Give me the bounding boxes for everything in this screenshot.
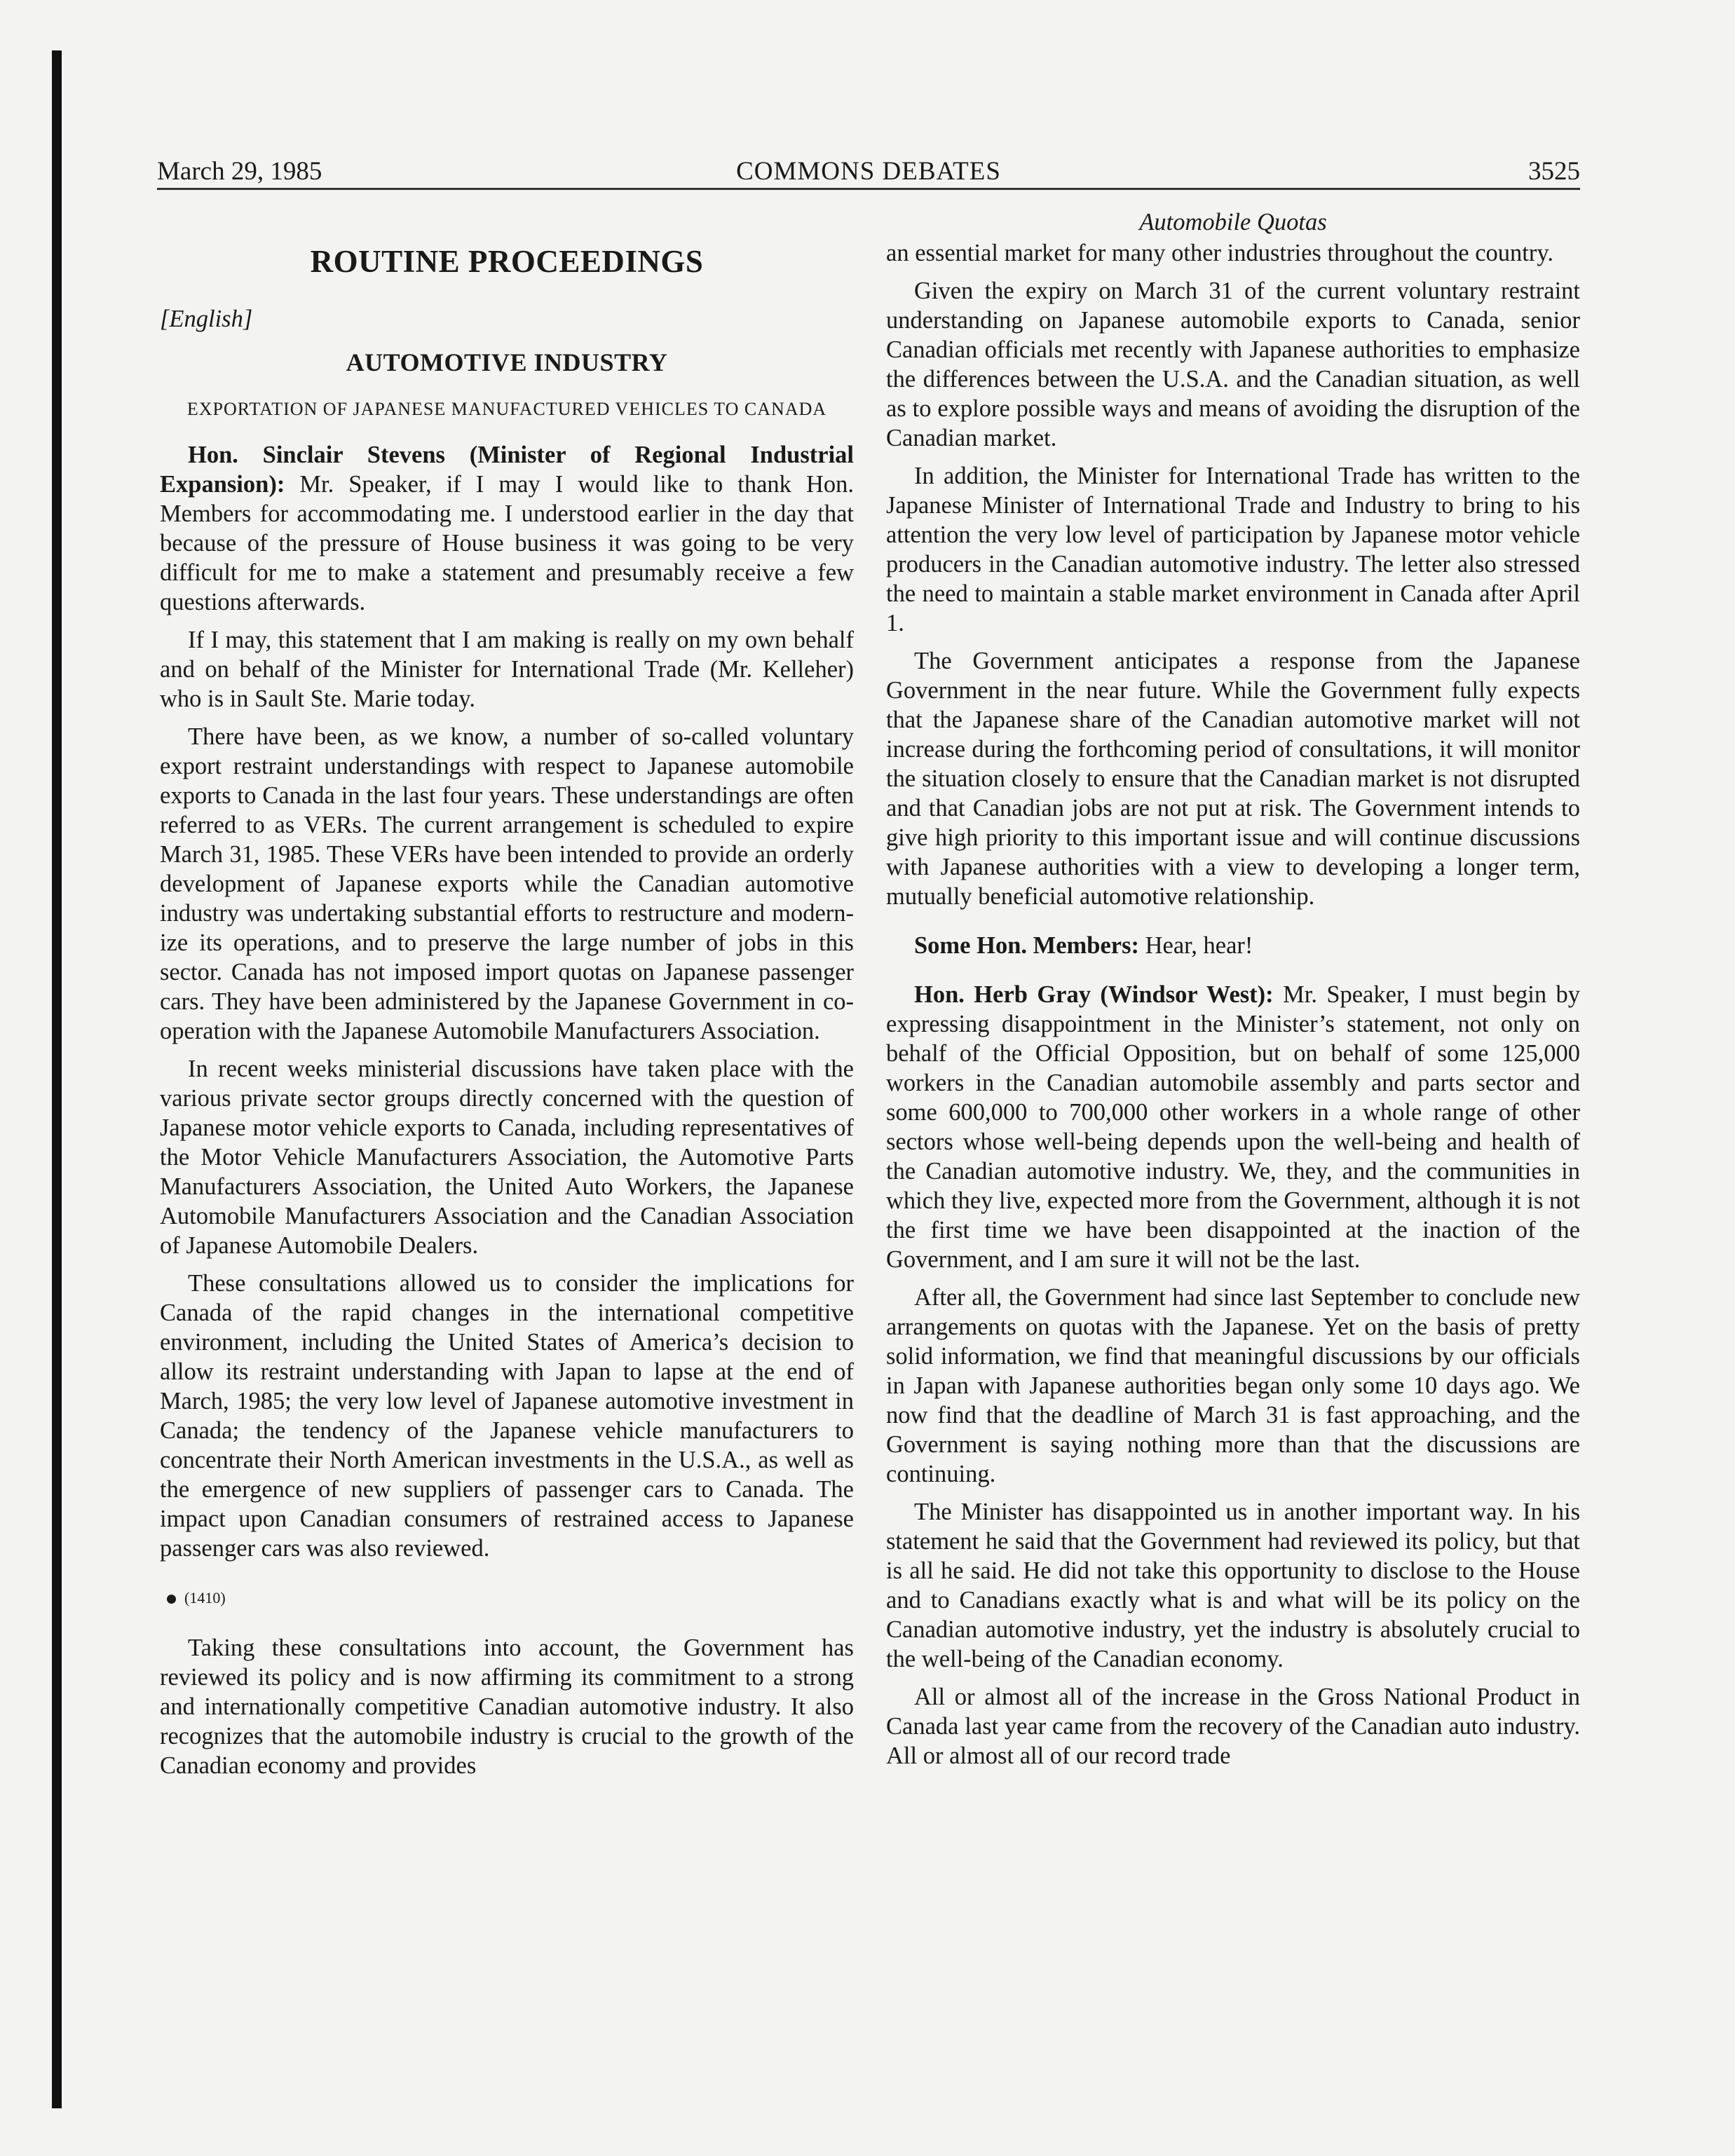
paragraph: In addition, the Minister for International Trade has written to the Japanese Minister of International Trade and Industry to bring to his attention the very low level of participation by Japanese motor vehicle producers in the Canadian automotive industry. The letter also stressed the need to maintain a stable market environment in Canada after April 1. (886, 463, 1580, 636)
paragraph: After all, the Government had since last September to conclude new arrangements on quotas with the Japanese. Yet on the basis of pretty solid information, we find that meaningful discussions by our officials in Japan with Japanese authorities began only some 10 days ago. We now find that the deadline of March 31 is fast approaching, and the Government is saying nothing more than that the discussions are continuing. (886, 1284, 1580, 1487)
paragraph (886, 980, 1580, 1274)
paragraph: an essential market for many other industries throughout the country. (886, 240, 1554, 266)
interjection-text: Hear, hear! (1145, 932, 1253, 959)
bullet-icon (167, 1595, 176, 1604)
header-date: March 29, 1985 (157, 157, 322, 186)
page-header (157, 156, 1580, 190)
speaker-name: Some Hon. Members: (914, 932, 1139, 959)
paragraph (160, 440, 854, 617)
paragraph (886, 931, 1580, 960)
time-marker (167, 1584, 854, 1612)
paragraph: In recent weeks ministerial discussions have taken place with the various private sector groups directly concerned with the question of Japanese motor vehicle exports to Canada, including representatives of the Motor Vehicle Manufacturers Association, the Automotive Parts Manufacturers Association, the United Auto Workers, the Japanese Automobile Manufacturers Association and the Canadian Association of Japanese Automobile Dealers. (160, 1056, 854, 1259)
paragraph: All or almost all of the increase in the Gross National Product in Canada last year came from the recovery of the Canadian auto industry. All or almost all of our record trade (886, 1684, 1580, 1769)
speaker-name: Hon. Sinclair Stevens (Minister of Regional Industrial Expansion): (160, 442, 854, 498)
paragraph-text: Mr. Speaker, I must begin by expressing disappointment in the Minister’s statement, not only on behalf of the Official Opposition, but on behalf of some 125,000 workers in the Canadian automobile assembly and parts sector and some 600,000 to 700,000 other workers in a whole range of other sectors whose well-being depends upon the well-being and health of the Canadian automotive industry. We, they, and the communities in which they live, expected more from the Government, although it is not the first time we have been disappointed at the inaction of the Government, and I am sure it will not be the last. (886, 981, 1581, 1273)
paragraph-text: Mr. Speaker, if I may I would like to thank Hon. Members for accommodating me. I understood earlier in the day that because of the pressure of House business it was going to be very difficult for me to make a statement and presumably receive a few questions afterwards. (160, 471, 854, 615)
left-column (160, 207, 854, 1932)
right-column (886, 207, 1580, 1932)
section-title: ROUTINE PROCEEDINGS (310, 244, 704, 279)
subject-heading: AUTOMOTIVE INDUSTRY (346, 348, 668, 376)
speaker-name: Hon. Herb Gray (Windsor West): (914, 981, 1274, 1008)
time-marker-text: (1410) (184, 1589, 226, 1606)
scan-binding-edge (52, 50, 62, 2108)
paragraph: These consultations allowed us to consider the implications for Canada of the rapid changes in the international competitive environment, including the United States of America’s decision to allow its restraint understanding with Japan to lapse at the end of March, 1985; the very low level of Japanese automotive investment in Canada; the tendency of the Japanese vehicle manufacturers to concentrate their North American investments in the U.S.A., as well as the emergence of new suppliers of passenger cars to Canada. The impact upon Canadian consumers of restrained access to Japanese passenger cars was also reviewed. (160, 1270, 854, 1562)
paragraph: The Government anticipates a response from the Japanese Government in the near future. While the Government fully expects that the Japanese share of the Canadian automotive market will not increase during the forthcoming period of consultations, it will monitor the situation closely to ensure that the Canadian market is not disrupted and that Canadian jobs are not put at risk. The Government intends to give high priority to this important issue and will continue discussions with Japanese authorities with a view to developing a longer term, mutually beneficial automotive relationship. (886, 648, 1580, 910)
subsubject-heading: EXPORTATION OF JAPANESE MANUFACTURED VEHICLES TO CANADA (186, 399, 827, 419)
paragraph: Given the expiry on March 31 of the current voluntary restraint understanding on Japanese automobile exports to Canada, senior Canadian officials met recently with Japanese authorities to emphasize the differences between the U.S.A. and the Canadian situation, as well as to explore possible ways and means of avoiding the disruption of the Canadian market. (886, 278, 1580, 451)
running-head: Automobile Quotas (1139, 209, 1327, 236)
paragraph: Taking these consultations into account, the Government has reviewed its policy and is now affirming its commitment to a strong and internationally competitive Canadian automotive industry. It also recognizes that the automobile industry is crucial to the growth of the Canadian economy and provides (160, 1635, 854, 1779)
paragraph: There have been, as we know, a number of so-called voluntary export restraint understandings with respect to Japanese automobile exports to Canada in the last four years. These understandings are often referred to as VERs. The current arrangement is scheduled to expire March 31, 1985. These VERs have been intended to provide an orderly development of Japanese exports while the Canadian automotive industry was undertaking substantial efforts to restructure and modernize its operations, and to preserve the large number of jobs in this sector. Canada has not imposed import quotas on Japanese passenger cars. They have been administered by the Japanese Government in co-operation with the Japanese Automobile Manufacturers Association. (160, 723, 854, 1044)
paragraph: The Minister has disappointed us in another important way. In his statement he said that the Government had reviewed its policy, but that is all he said. He did not take this opportunity to disclose to the House and to Canadians exactly what is and what will be its policy on the Canadian automotive industry, yet the industry is absolutely crucial to the well-being of the Canadian economy. (886, 1499, 1580, 1672)
paragraph: If I may, this statement that I am making is really on my own behalf and on behalf of the Minister for International Trade (Mr. Kelleher) who is in Sault Ste. Marie today. (160, 627, 854, 712)
header-title: COMMONS DEBATES (736, 157, 1001, 186)
page-number: 3525 (1528, 157, 1580, 186)
language-note: [English] (160, 306, 253, 332)
